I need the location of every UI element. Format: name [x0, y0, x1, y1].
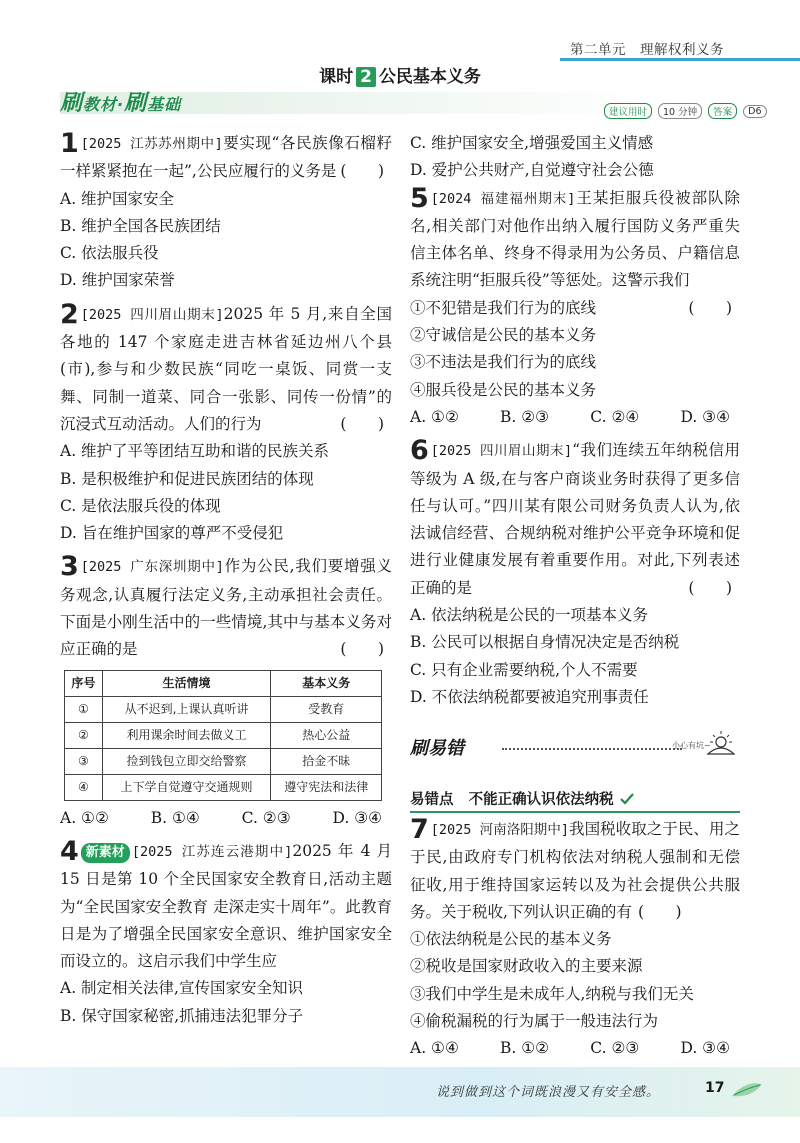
question-source: [2025 河南洛阳期中]: [430, 822, 569, 838]
banner-textbook: 教材: [83, 95, 118, 114]
statement-3: ③我们中学生是未成年人,纳税与我们无关: [410, 984, 694, 1003]
question-source: [2025 江苏苏州期中]: [80, 136, 223, 152]
options-row: [410, 404, 740, 431]
option-d: D. ③④: [680, 407, 730, 426]
lesson-prefix: 课时: [319, 67, 354, 87]
question-number: 3: [60, 551, 79, 583]
options-row: [60, 805, 392, 832]
banner-brush-1: 刷: [60, 91, 84, 116]
table-cell: 热心公益: [271, 722, 382, 748]
question-number: 2: [60, 298, 79, 330]
question-source: [2025 四川眉山期末]: [80, 306, 224, 323]
question-number: 6: [410, 435, 429, 467]
question-4-continued: [410, 130, 740, 185]
statement-4: ④偷税漏税的行为属于一般违法行为: [410, 1012, 659, 1031]
lesson-name: 公民基本义务: [378, 67, 481, 87]
table-row: [65, 696, 382, 722]
question-4: [60, 835, 392, 1030]
option-a: A. 维护国家安全: [60, 189, 175, 208]
table-row: [65, 748, 382, 774]
table-cell: 利用课余时间去做义工: [102, 722, 271, 748]
table-header-row: [65, 670, 382, 696]
table-cell: 从不迟到,上课认真听讲: [102, 696, 271, 722]
option-b: B. ①④: [150, 808, 200, 827]
question-number: 7: [410, 814, 429, 845]
option-d: D. 爱护公共财产,自觉遵守社会公德: [410, 161, 654, 180]
question-number: 4: [60, 835, 79, 867]
table-header: 生活情境: [102, 670, 271, 696]
question-number: 5: [410, 182, 429, 214]
option-a: A. 制定相关法律,宣传国家安全知识: [60, 979, 303, 998]
time-label: 建议用时: [604, 103, 652, 119]
unit-underline: [560, 58, 800, 61]
dotted-divider: [502, 748, 682, 750]
option-a: A. 维护了平等团结互助和谐的民族关系: [60, 442, 330, 461]
question-source: [2025 江苏连云港期中]: [131, 843, 293, 860]
table-cell: 上下学自觉遵守交通规则: [102, 774, 271, 800]
options-row: [410, 1035, 740, 1062]
question-stem: “我们连续五年纳税信用等级为 A 级,在与客户商谈业务时获得了更多信任与认可。”四川某有限公司财务负责人认为,依法诚信经营、合规纳税对维护公平竞争环境和促进行业健康发展有着重要作用。对此,下列表述正确的是: [410, 441, 740, 597]
table-cell: ③: [65, 748, 103, 774]
banner-basics: 基础: [147, 95, 182, 114]
check-pen-icon: [619, 792, 635, 806]
option-d: D. 旨在维护国家的尊严不受侵犯: [60, 524, 284, 543]
answer-page: D6: [743, 105, 766, 118]
option-a: A. 依法纳税是公民的一项基本义务: [410, 606, 649, 625]
option-d: D. ③④: [332, 808, 382, 827]
statement-1: ①不犯错是我们行为的底线: [410, 298, 597, 317]
question-2: [60, 298, 392, 548]
error-prone-title: 刷易错: [410, 738, 464, 759]
answer-label: 答案: [708, 103, 737, 119]
option-b: B. ②③: [500, 407, 550, 426]
footer-motto: 说到做到这个词既浪漫又有安全感。: [436, 1085, 661, 1100]
answer-paren: ( ): [340, 162, 392, 181]
banner-dot: ·: [117, 95, 125, 114]
question-source: [2024 福建福州期末]: [430, 190, 576, 207]
option-c: C. 维护国家安全,增强爱国主义情感: [410, 134, 654, 152]
option-a: A. ①④: [410, 1039, 459, 1058]
option-c: C. 只有企业需要纳税,个人不需要: [410, 660, 638, 679]
sun-hill-icon: [706, 728, 736, 756]
table-header: 序号: [65, 670, 103, 696]
statement-4: ④服兵役是公民的基本义务: [410, 380, 597, 399]
answer-paren: ( ): [688, 298, 740, 317]
option-b: B. ①②: [500, 1039, 550, 1058]
lesson-title: [0, 62, 800, 87]
option-a: A. ①②: [60, 808, 109, 827]
error-prone-banner: [410, 734, 740, 764]
option-d: D. 维护国家荣誉: [60, 271, 175, 290]
question-stem: 2025 年 5 月,来自全国各地的 147 个家庭走进吉林省延边州八个县(市),参与和少数民族“同吃一桌饭、同赏一支舞、同制一道菜、同合一张影、同传一份情”的沉浸式互动活动。人们的行为: [60, 304, 392, 433]
option-c: C. ②③: [590, 1039, 640, 1058]
statement-3: ③不违法是我们行为的底线: [410, 353, 597, 372]
error-point-underline: [410, 811, 740, 813]
question-1: [60, 130, 392, 295]
table-row: [65, 722, 382, 748]
option-b: B. 是积极维护和促进民族团结的体现: [60, 469, 314, 488]
time-value: 10 分钟: [658, 103, 702, 119]
table-cell: 遵守宪法和法律: [271, 774, 382, 800]
option-c: C. 是依法服兵役的体现: [60, 496, 221, 515]
page-number: 17: [705, 1080, 725, 1096]
table-row: [65, 774, 382, 800]
table-cell: ④: [65, 774, 103, 800]
option-d: D. 不依法纳税都要被追究刑事责任: [410, 687, 649, 706]
section-banner: [60, 86, 181, 117]
statement-2: ②守诚信是公民的基本义务: [410, 326, 597, 345]
error-point-heading: [410, 788, 635, 809]
life-situation-table: [64, 670, 382, 801]
lesson-number-badge: 2: [356, 67, 376, 87]
question-stem: 王某拒服兵役被部队除名,相关部门对他作出纳入履行国防义务严重失信主体名单、终身不得录用为公务员、户籍信息系统注明“拒服兵役”等惩处。这警示我们: [410, 188, 740, 290]
question-7: [410, 816, 740, 1063]
statement-2: ②税收是国家财政收入的主要来源: [410, 957, 643, 976]
question-stem: 作为公民,我们要增强义务观念,认真履行法定义务,主动承担社会责任。下面是小刚生活中的一些情境,其中与基本义务对应正确的是: [60, 557, 392, 659]
table-cell: ②: [65, 722, 103, 748]
option-b: B. 保守国家秘密,抓捕违法犯罪分子: [60, 1006, 304, 1025]
option-b: B. 维护全国各民族团结: [60, 216, 221, 235]
option-d: D. ③④: [680, 1039, 730, 1058]
question-stem: 2025 年 4 月 15 日是第 10 个全民国家安全教育日,活动主题为“全民国家安全教育 走深走实十周年”。此教育日是为了增强全民国家安全意识、维护国家安全而设立的。这启示我们中学生应: [60, 841, 392, 971]
unit-title: 第二单元 理解权利义务: [570, 42, 724, 58]
right-column: [410, 130, 740, 711]
new-material-tag: 新素材: [81, 843, 130, 863]
question-stem: 要实现“各民族像石榴籽一样紧紧抱在一起”,公民应履行的义务是: [60, 134, 392, 181]
question-number: 1: [60, 128, 79, 159]
left-column: [60, 130, 392, 1030]
question-stem: 我国税收取之于民、用之于民,由政府专门机构依法对纳税人强制和无偿征收,用于维持国家运转以及为社会提供公共服务。关于税收,下列认识正确的有: [410, 820, 740, 921]
error-note: 小心有坑~: [672, 741, 711, 750]
suggested-time-box: [604, 103, 767, 119]
question-source: [2025 四川眉山期末]: [430, 443, 573, 460]
option-c: C. ②③: [241, 808, 291, 827]
leaf-decoration-icon: [730, 1078, 764, 1100]
table-cell: 拾金不昧: [271, 748, 382, 774]
error-point-text: 不能正确认识依法纳税: [468, 792, 614, 808]
question-5: [410, 182, 740, 432]
question-7-wrapper: [410, 816, 740, 1063]
option-a: A. ①②: [410, 407, 459, 426]
table-cell: 受教育: [271, 696, 382, 722]
question-source: [2025 广东深圳期中]: [80, 559, 224, 576]
statement-1: ①依法纳税是公民的基本义务: [410, 930, 612, 949]
table-cell: 捡到钱包立即交给警察: [102, 748, 271, 774]
banner-brush-2: 刷: [124, 91, 148, 116]
question-6: [410, 437, 740, 711]
table-cell: ①: [65, 696, 103, 722]
option-c: C. ②④: [590, 407, 640, 426]
footer-band: [0, 1067, 800, 1117]
error-point-label: 易错点: [410, 792, 454, 808]
answer-paren: ( ): [688, 578, 740, 597]
question-3: [60, 553, 392, 831]
option-c: C. 依法服兵役: [60, 244, 159, 263]
option-b: B. 公民可以根据自身情况决定是否纳税: [410, 633, 680, 652]
answer-paren: ( ): [340, 414, 392, 433]
answer-paren: ( ): [637, 902, 690, 921]
answer-paren: ( ): [340, 640, 392, 659]
table-header: 基本义务: [271, 670, 382, 696]
